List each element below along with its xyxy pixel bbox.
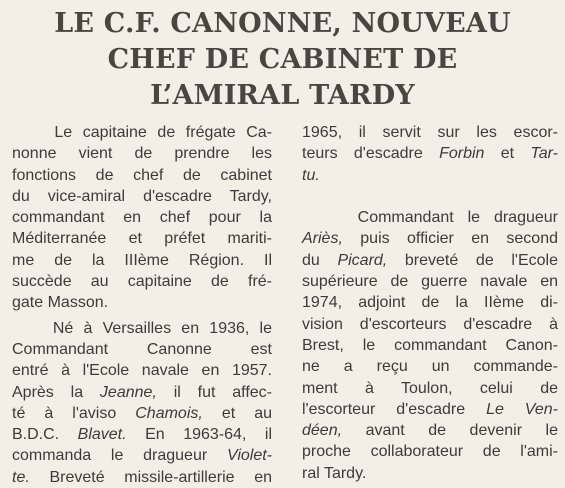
italic-name: Picard, xyxy=(337,251,388,269)
text-span: et au xyxy=(202,404,272,422)
italic-name: Tar- xyxy=(530,145,558,163)
text-line: commandant en chef pour la xyxy=(12,209,272,227)
text-span: puis officier en second xyxy=(342,230,558,248)
italic-name: Blavet. xyxy=(77,426,127,444)
text-span: Breveté missile-artillerie en xyxy=(29,468,272,486)
italic-name: déen, xyxy=(302,422,343,440)
article-headline xyxy=(0,6,565,114)
text-line: vision d'escorteurs d'escadre à xyxy=(302,315,558,333)
left-column xyxy=(12,122,272,488)
text-line xyxy=(302,250,558,271)
text-line: me de la IIIème Région. Il xyxy=(12,251,272,269)
text-line xyxy=(302,420,558,441)
text-line: supérieure de guerre navale en xyxy=(302,273,558,291)
italic-name: Jeanne, xyxy=(99,383,157,401)
text-span: teurs d'escadre xyxy=(302,145,440,163)
text-line: nonne vient de prendre les xyxy=(12,145,272,163)
italic-name: Chamois, xyxy=(135,404,203,422)
italic-name: Ariès, xyxy=(302,230,343,248)
text-line: ment à Toulon, celui de xyxy=(302,379,558,397)
headline-line: LE C.F. CANONNE, NOUVEAU xyxy=(54,8,511,39)
italic-name: te. xyxy=(12,468,30,486)
text-span: Après la xyxy=(12,383,100,401)
text-line: ral Tardy. xyxy=(302,464,367,482)
text-span: l'escorteur d'escadre xyxy=(302,400,487,418)
text-line: Commandant le dragueur xyxy=(302,209,558,227)
text-line xyxy=(302,165,558,186)
text-span: et xyxy=(484,145,531,163)
text-line: entré à l'Ecole navale en 1957. xyxy=(12,362,272,380)
text-line: 1974, adjoint de la IIème di- xyxy=(302,294,558,312)
text-span: du xyxy=(302,251,338,269)
text-line: Le capitaine de frégate Ca- xyxy=(12,124,272,141)
text-line xyxy=(12,424,272,445)
text-line: 1965, il servit sur les escor- xyxy=(302,124,558,141)
italic-name: Le Ven- xyxy=(486,400,558,418)
text-span: commanda le dragueur xyxy=(12,447,227,465)
right-column xyxy=(302,122,558,484)
text-span: breveté de l'Ecole xyxy=(387,251,558,269)
text-line xyxy=(302,228,558,249)
text-line: gate Masson. xyxy=(12,294,109,312)
text-line xyxy=(12,382,272,403)
text-line: Brest, le commandant Canon- xyxy=(302,336,558,354)
headline-line: L’AMIRAL TARDY xyxy=(150,80,415,111)
text-span: En 1963-64, il xyxy=(126,426,273,444)
text-line: Né à Versailles en 1936, le xyxy=(12,319,272,337)
italic-name: Violet- xyxy=(226,447,272,465)
text-span: il fut affec- xyxy=(156,383,272,401)
text-line: succède au capitaine de fré- xyxy=(12,273,272,291)
text-span: B.D.C. xyxy=(12,426,78,444)
text-line: proche collaborateur de l'ami- xyxy=(302,443,558,461)
text-line: Méditerranée et préfet mariti- xyxy=(12,230,272,248)
text-line: Commandant Canonne est xyxy=(12,340,272,358)
text-line: du vice-amiral d'escadre Tardy, xyxy=(12,187,272,205)
italic-name: Forbin xyxy=(439,145,485,163)
text-line xyxy=(12,403,272,424)
italic-name: tu. xyxy=(302,166,320,184)
text-span: té à l'aviso xyxy=(12,404,136,422)
text-line xyxy=(12,445,272,466)
text-line: fonctions de chef de cabinet xyxy=(12,166,272,184)
text-line: ne a reçu un commande- xyxy=(302,358,558,376)
text-line xyxy=(302,399,558,420)
text-span: avant de devenir le xyxy=(342,422,558,440)
text-line xyxy=(302,143,558,164)
paragraph-gap xyxy=(302,186,558,207)
headline-line: CHEF DE CABINET DE xyxy=(107,44,458,75)
